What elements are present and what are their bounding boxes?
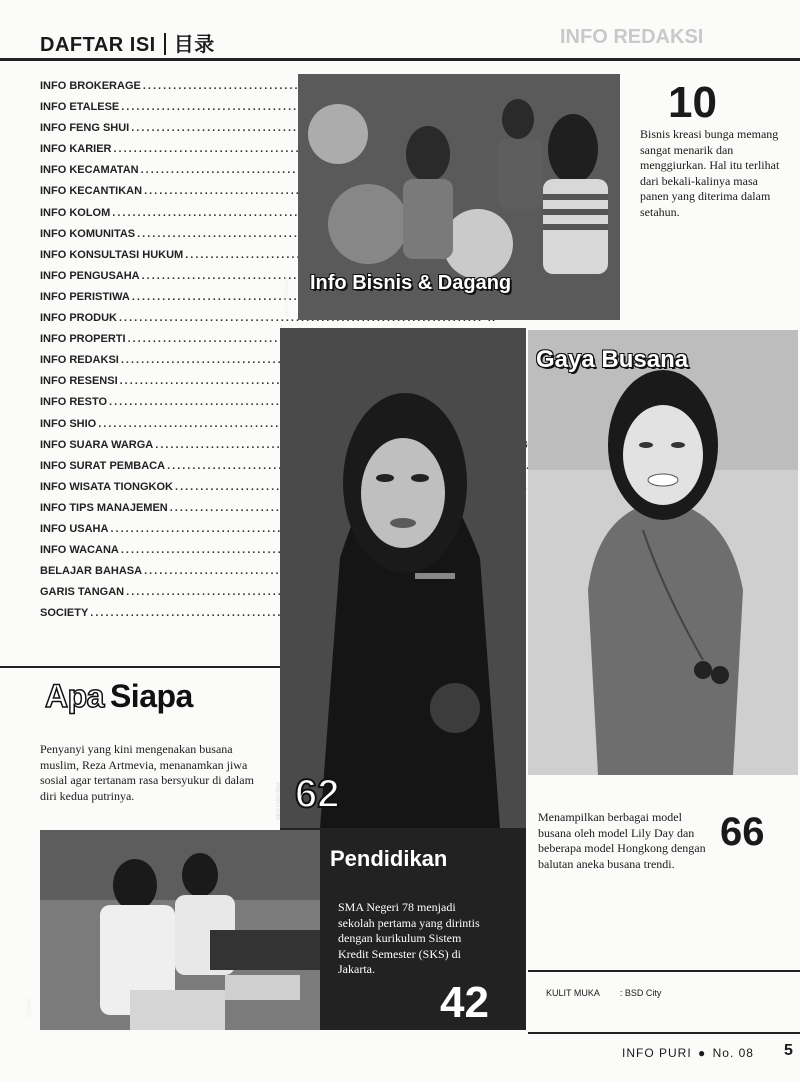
toc-entry-label: INFO RESTO — [40, 396, 108, 409]
toc-entry[interactable] — [40, 544, 265, 565]
pendidikan-photo — [27, 830, 320, 1030]
toc-entry[interactable] — [40, 270, 265, 291]
toc-entry[interactable] — [40, 101, 265, 122]
classroom-illustration — [40, 830, 320, 1030]
toc-entry[interactable] — [40, 312, 265, 333]
toc-entry[interactable] — [40, 418, 265, 439]
toc-entry-label: INFO REDAKSI — [40, 354, 119, 367]
toc-entry-label: INFO WACANA — [40, 544, 119, 557]
toc-entry-label: INFO KECAMATAN — [40, 164, 139, 177]
toc-entry-label: INFO TIPS MANAJEMEN — [40, 501, 168, 514]
toc-entry-label: BELAJAR BAHASA — [40, 565, 143, 578]
apa-siapa-title-part-b: Siapa — [109, 678, 193, 714]
toc-entry[interactable] — [40, 207, 265, 228]
bisnis-description: Bisnis kreasi bunga memang sangat menarik dan menggiurkan. Hal itu terlihat dari bekali-kalinya masa panen yang diterima dalam setahun. — [640, 127, 780, 219]
toc-entry-label: INFO KOMUNITAS — [40, 227, 136, 240]
toc-entry[interactable] — [40, 375, 265, 396]
cover-label: KULIT MUKA — [546, 988, 600, 998]
toc-entry-label: INFO KOLOM — [40, 206, 111, 219]
apa-siapa-section-title — [45, 678, 193, 715]
toc-entry[interactable] — [40, 481, 265, 502]
toc-entry[interactable] — [40, 164, 265, 185]
toc-entry[interactable] — [40, 565, 265, 586]
cover-credit — [546, 988, 661, 998]
toc-entry-label: INFO SHIO — [40, 417, 97, 430]
gaya-busana-section-title: Gaya Busana — [536, 346, 689, 373]
toc-entry-label: SOCIETY — [40, 607, 89, 620]
toc-entry[interactable] — [40, 586, 265, 607]
toc-entry[interactable] — [40, 143, 265, 164]
cover-rule — [528, 970, 800, 972]
footer-magazine-info — [622, 1046, 754, 1060]
bisnis-photo-credit: INFO PURI/RINO — [284, 277, 291, 317]
footer-magazine-name: INFO PURI — [622, 1046, 692, 1060]
apa-siapa-photo-credit: INFO PURI/JIMA — [276, 781, 283, 821]
toc-entry[interactable] — [40, 460, 265, 481]
toc-entry-label: INFO ETALESE — [40, 101, 120, 114]
portrait-model — [528, 330, 798, 775]
page-title-chinese: 目录 — [173, 34, 215, 56]
toc-entry[interactable] — [40, 80, 265, 101]
cover-value: : BSD City — [619, 988, 662, 998]
header-rule — [0, 58, 800, 61]
gaya-busana-page-number: 66 — [720, 810, 765, 854]
toc-entry-label: INFO SURAT PEMBACA — [40, 459, 166, 472]
toc-entry[interactable] — [40, 396, 265, 417]
bisnis-section-title: Info Bisnis & Dagang — [310, 272, 512, 294]
toc-entry-label: INFO PROPERTI — [40, 333, 126, 346]
toc-entry[interactable] — [40, 523, 265, 544]
toc-entry-label: INFO USAHA — [40, 522, 109, 535]
toc-entry[interactable] — [40, 185, 265, 206]
toc-entry-label: INFO KARIER — [40, 143, 112, 156]
pendidikan-description: SMA Negeri 78 menjadi sekolah pertama yang dirintis dengan kurikulum Sistem Kredit Semester (SKS) di Jakarta. — [338, 900, 480, 976]
toc-entry[interactable] — [40, 502, 265, 523]
toc-entry-label: INFO PENGUSAHA — [40, 269, 140, 282]
toc-entry-label: INFO KECANTIKAN — [40, 185, 143, 198]
toc-entry[interactable] — [40, 439, 265, 460]
apa-siapa-photo — [276, 328, 526, 828]
toc-entry[interactable] — [40, 354, 265, 375]
toc-entry-label: INFO FENG SHUI — [40, 122, 130, 135]
toc-entry[interactable] — [40, 333, 265, 354]
apa-siapa-page-number: 62 — [295, 772, 340, 816]
page-title: DAFTAR ISI — [40, 34, 156, 56]
toc-entry-label: INFO BROKERAGE — [40, 80, 141, 92]
toc-entry-label: INFO SUARA WARGA — [40, 438, 154, 451]
toc-entry[interactable] — [40, 249, 265, 270]
toc-entry-label: INFO RESENSI — [40, 375, 118, 388]
pendidikan-section-title: Pendidikan — [330, 846, 448, 871]
show-through-text: INFO REDAKSI — [560, 26, 704, 48]
footer-bullet: ● — [698, 1046, 707, 1060]
apa-siapa-rule — [0, 666, 280, 668]
table-of-contents — [40, 80, 265, 628]
bisnis-page-number: 10 — [668, 78, 717, 127]
pendidikan-page-number: 42 — [440, 978, 489, 1027]
gaya-busana-description: Menampilkan berbagai model busana oleh model Lily Day dan beberapa model Hongkong dengan balutan aneka busana trendi. — [538, 810, 706, 871]
toc-entry-label: INFO PERISTIWA — [40, 290, 130, 303]
toc-entry-label: INFO PRODUK — [40, 312, 117, 325]
title-divider — [164, 33, 166, 55]
toc-entry[interactable] — [40, 228, 265, 249]
toc-entry-label: INFO KONSULTASI HUKUM — [40, 248, 184, 261]
toc-entry-label: INFO WISATA TIONGKOK — [40, 480, 174, 493]
apa-siapa-title-part-a: Apa — [45, 678, 104, 714]
toc-entry-label: GARIS TANGAN — [40, 586, 125, 599]
portrait-singer — [280, 328, 526, 828]
footer-issue: No. 08 — [712, 1046, 754, 1060]
apa-siapa-description: Penyanyi yang kini mengenakan busana muslim, Reza Artmevia, menanamkan jiwa sosial agar tertanam rasa bersyukur di dalam diri kedua putrinya. — [40, 742, 254, 803]
footer-page-number: 5 — [784, 1042, 793, 1059]
toc-entry[interactable] — [40, 607, 265, 628]
footer-rule — [528, 1032, 800, 1034]
toc-entry[interactable] — [40, 291, 265, 312]
pendidikan-photo-credit: ICHWAN — [27, 997, 34, 1019]
page-header — [40, 28, 215, 57]
bisnis-photo — [284, 74, 620, 320]
gaya-busana-photo — [528, 330, 798, 775]
toc-entry[interactable] — [40, 122, 265, 143]
